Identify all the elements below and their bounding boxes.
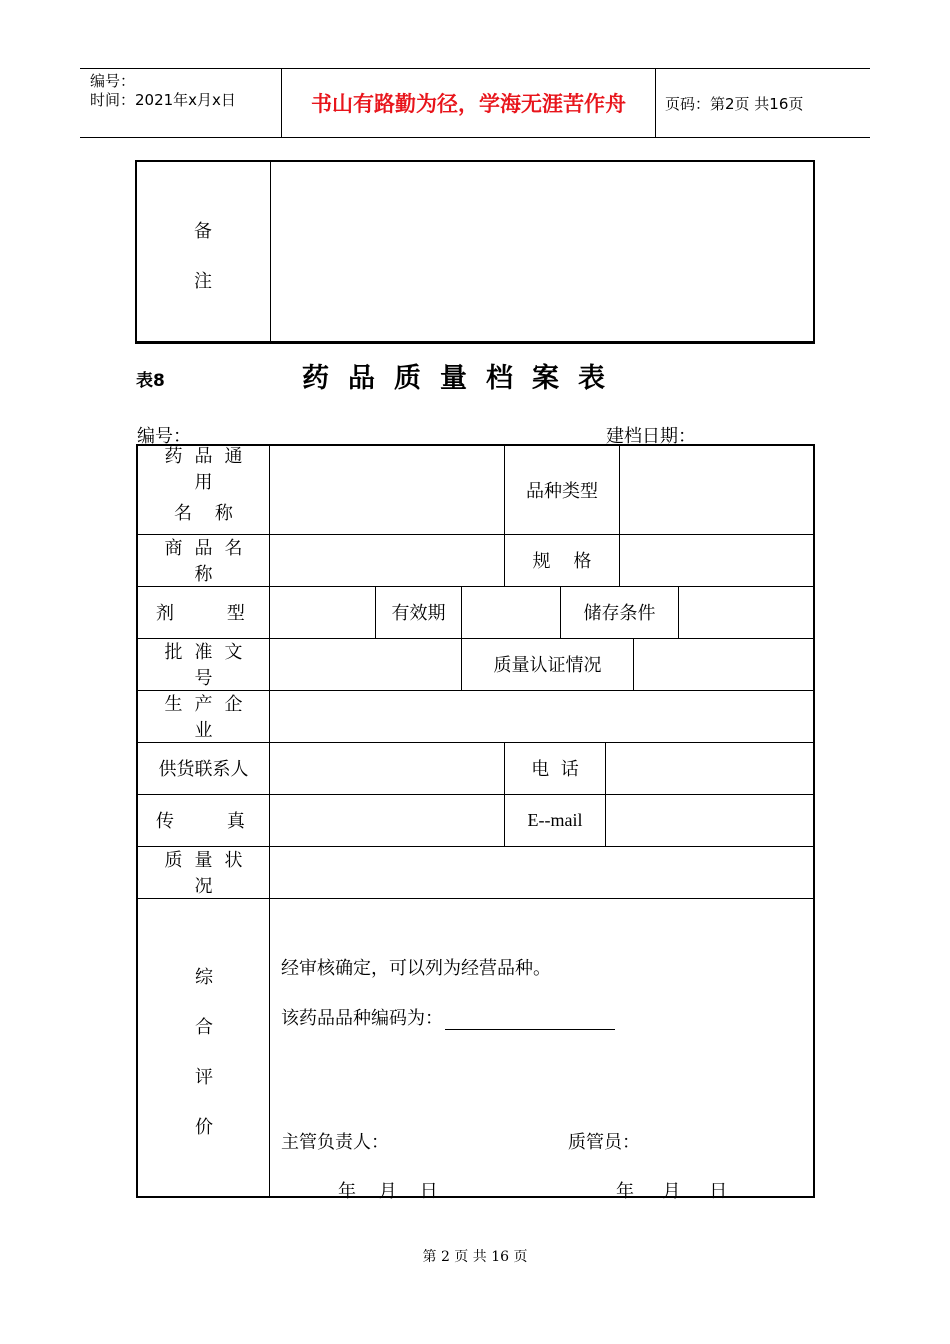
eval-date-2: 年 月 日 xyxy=(616,1181,728,1202)
label-approval-no: 批准文号 xyxy=(164,642,255,689)
eval-date-1: 年 月 日 xyxy=(338,1181,438,1202)
label-supplier-contact: 供货联系人 xyxy=(158,759,249,780)
eval-manager-label: 主管负责人： xyxy=(281,1132,389,1153)
remarks-label-2: 注 xyxy=(194,271,212,292)
label-quality-cert: 质量认证情况 xyxy=(493,655,602,676)
dosage-form-input[interactable] xyxy=(271,588,373,636)
col-divider xyxy=(605,742,606,846)
row-divider xyxy=(138,898,813,899)
quality-cert-input[interactable] xyxy=(635,640,811,688)
label-email: E--mail xyxy=(527,809,583,830)
header-motto: 书山有路勤为径，学海无涯苦作舟 xyxy=(281,69,656,137)
label-phone: 电 话 xyxy=(531,759,579,780)
header-page: 页码：第2页 共16页 xyxy=(665,94,804,113)
trade-name-input[interactable] xyxy=(271,536,502,584)
eval-code-label: 该药品品种编码为： xyxy=(281,1008,443,1029)
storage-input[interactable] xyxy=(680,588,811,636)
remarks-label-cell xyxy=(137,162,271,341)
label-eval-3: 评 xyxy=(195,1067,213,1088)
header-number: 编号： xyxy=(90,72,136,90)
eval-code-row xyxy=(281,1004,615,1030)
col-divider xyxy=(619,446,620,586)
page-footer: 第 2 页 共 16 页 xyxy=(422,1249,528,1265)
email-input[interactable] xyxy=(607,796,811,844)
label-trade-name: 商品名称 xyxy=(164,538,255,585)
validity-input[interactable] xyxy=(463,588,558,636)
remarks-content[interactable] xyxy=(271,162,813,341)
label-quality-status: 质量状况 xyxy=(164,850,255,897)
label-spec: 规 格 xyxy=(532,551,592,572)
label-eval-1: 综 xyxy=(195,967,213,988)
label-dosage-form: 剂 型 xyxy=(156,603,251,624)
variety-type-input[interactable] xyxy=(621,448,811,532)
spec-input[interactable] xyxy=(621,536,811,584)
remarks-box xyxy=(135,160,815,344)
approval-no-input[interactable] xyxy=(271,640,459,688)
manufacturer-input[interactable] xyxy=(271,692,811,740)
header-time: 时间：2021年x月x日 xyxy=(90,91,236,109)
label-validity: 有效期 xyxy=(391,603,446,624)
generic-name-input[interactable] xyxy=(271,448,502,532)
archive-number-label: 编号： xyxy=(137,426,191,447)
col-divider xyxy=(269,446,270,1196)
label-fax: 传 真 xyxy=(156,811,251,832)
col-divider xyxy=(633,638,634,690)
quality-archive-table xyxy=(136,444,815,1202)
label-generic-name-2: 名 称 xyxy=(174,503,233,524)
eval-code-input[interactable] xyxy=(445,1011,615,1030)
header-info xyxy=(80,69,281,137)
label-variety-type: 品种类型 xyxy=(526,481,598,502)
col-divider xyxy=(461,586,462,638)
col-divider xyxy=(678,586,679,638)
label-eval-4: 价 xyxy=(195,1117,213,1138)
label-eval-2: 合 xyxy=(195,1017,213,1038)
phone-input[interactable] xyxy=(607,744,811,792)
table-number: 表8 xyxy=(136,371,165,391)
label-generic-name-1: 药品通用 xyxy=(164,446,255,493)
page-title: 药品质量档案表 xyxy=(302,363,624,394)
label-storage: 储存条件 xyxy=(583,603,656,624)
eval-qa-label: 质管员： xyxy=(568,1132,640,1153)
label-manufacturer: 生产企业 xyxy=(164,694,255,741)
fax-input[interactable] xyxy=(271,796,502,844)
supplier-contact-input[interactable] xyxy=(271,744,502,792)
quality-status-input[interactable] xyxy=(271,848,811,896)
document-header xyxy=(80,68,870,138)
archive-date-label: 建档日期： xyxy=(606,426,696,447)
remarks-label-1: 备 xyxy=(194,221,212,242)
eval-statement: 经审核确定，可以列为经营品种。 xyxy=(281,958,551,979)
